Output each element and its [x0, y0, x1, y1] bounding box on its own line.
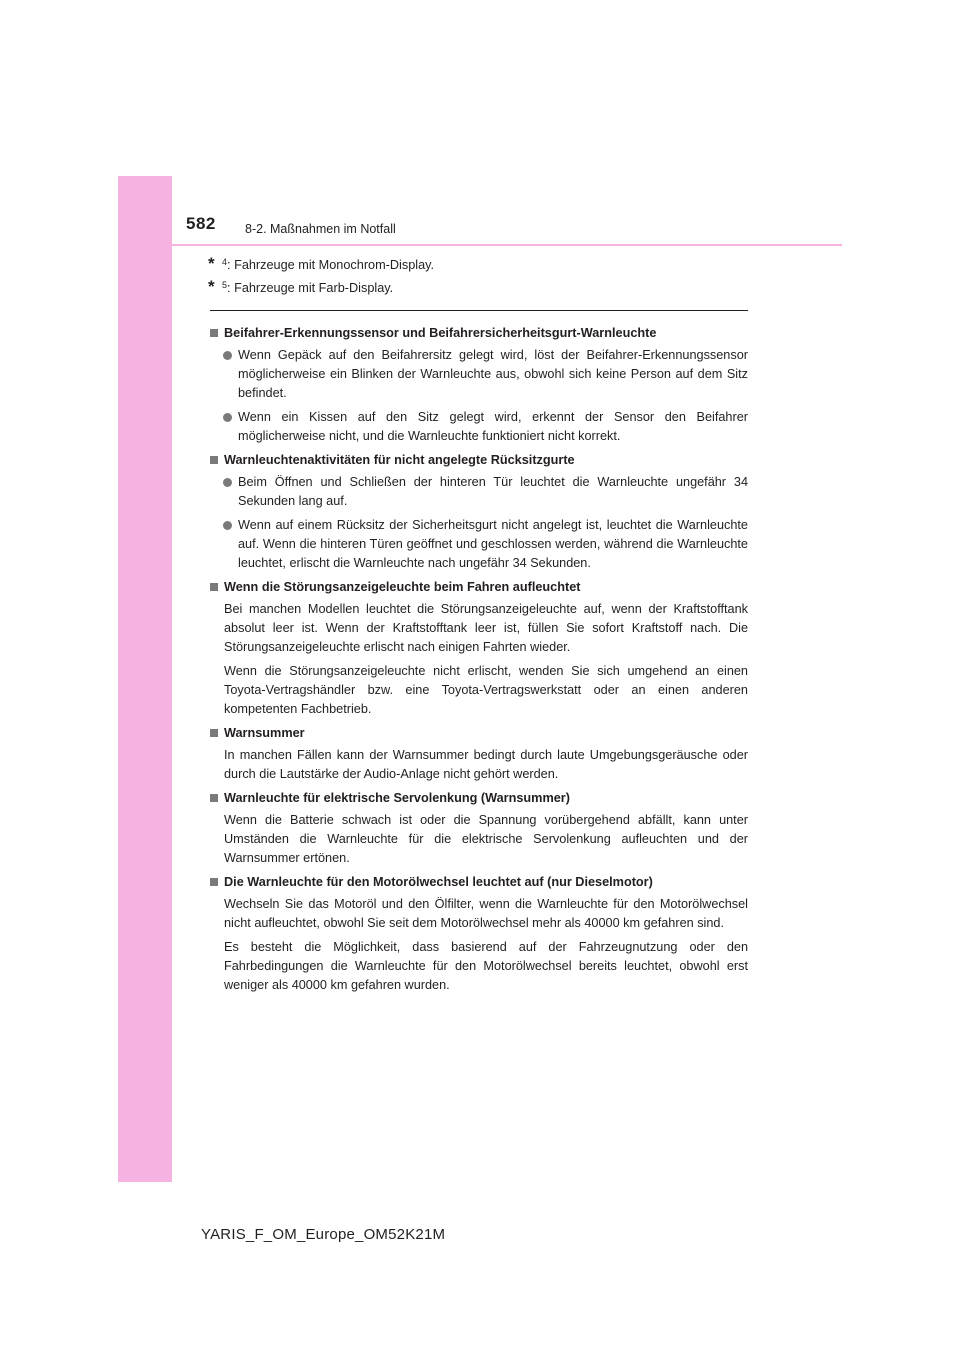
- square-bullet-icon: [210, 878, 218, 886]
- square-bullet-icon: [210, 329, 218, 337]
- asterisk-mark: *: [208, 277, 215, 296]
- square-bullet-icon: [210, 583, 218, 591]
- list-item-text: Beim Öffnen und Schließen der hinteren Tür leuchtet die Warnleuchte ungefähr 34 Sekunden lang auf.: [238, 475, 748, 508]
- circle-bullet-icon: [223, 413, 232, 422]
- paragraph: Wenn die Störungsanzeigeleuchte nicht erlischt, wenden Sie sich umgehend an einen Toyota-Vertragshändler bzw. eine Toyota-Vertragswerkstatt oder an einen anderen kompetenten Fachbetrieb.: [224, 664, 748, 716]
- section-heading: [210, 789, 748, 808]
- section-heading: [210, 724, 748, 743]
- footnote-number: 4: [222, 257, 228, 267]
- section-heading: [210, 451, 748, 470]
- heading-text: Die Warnleuchte für den Motorölwechsel leuchtet auf (nur Dieselmotor): [224, 875, 653, 889]
- header-rule: [172, 244, 842, 246]
- list-item-text: Wenn auf einem Rücksitz der Sicherheitsgurt nicht angelegt ist, leuchtet die Warnleuchte auf. Wenn die hinteren Türen geöffnet und geschlossen werden, während die Warnleuchte leuchtet, erlischt die Warnleuchte nach ungefähr 34 Sekunden.: [238, 518, 748, 570]
- heading-text: Beifahrer-Erkennungssensor und Beifahrersicherheitsgurt-Warnleuchte: [224, 326, 657, 340]
- paragraph: Wechseln Sie das Motoröl und den Ölfilter, wenn die Warnleuchte für den Motorölwechsel nicht aufleuchtet, obwohl Sie seit dem Motorölwechsel mehr als 40000 km gefahren sind.: [224, 897, 748, 930]
- section-heading: [210, 578, 748, 597]
- page-content: [210, 252, 748, 1000]
- page-number: 582: [186, 214, 216, 233]
- document-id: YARIS_F_OM_Europe_OM52K21M: [201, 1226, 446, 1243]
- paragraph: Bei manchen Modellen leuchtet die Störungsanzeigeleuchte auf, wenn der Kraftstofftank absolut leer ist. Wenn der Kraftstofftank leer ist, füllen Sie sofort Kraftstoff nach. Die Störungsanzeigeleuchte erlischt nach einigen Fahrten wieder.: [224, 602, 748, 654]
- circle-bullet-icon: [223, 478, 232, 487]
- footnote: [210, 279, 748, 298]
- list-item: [210, 473, 748, 511]
- footnote-text: : Fahrzeuge mit Monochrom-Display.: [227, 258, 435, 272]
- side-color-band: [118, 176, 172, 1182]
- divider: [210, 310, 748, 311]
- list-item-text: Wenn ein Kissen auf den Sitz gelegt wird, erkennt der Sensor den Beifahrer möglicherweise nicht, und die Warnleuchte funktioniert nicht korrekt.: [238, 410, 748, 443]
- paragraph: Wenn die Batterie schwach ist oder die Spannung vorübergehend abfällt, kann unter Umständen die Warnleuchte für die elektrische Servolenkung aufleuchten und der Warnsummer ertönen.: [224, 813, 748, 865]
- footnote-number: 5: [222, 280, 228, 290]
- heading-text: Wenn die Störungsanzeigeleuchte beim Fahren aufleuchtet: [224, 580, 581, 594]
- heading-text: Warnleuchte für elektrische Servolenkung (Warnsummer): [224, 791, 570, 805]
- section-title: 8-2. Maßnahmen im Notfall: [245, 222, 396, 236]
- heading-text: Warnleuchtenaktivitäten für nicht angelegte Rücksitzgurte: [224, 453, 575, 467]
- asterisk-mark: *: [208, 254, 215, 273]
- square-bullet-icon: [210, 794, 218, 802]
- section-heading: [210, 873, 748, 892]
- paragraph: Es besteht die Möglichkeit, dass basierend auf der Fahrzeugnutzung oder den Fahrbedingungen die Warnleuchte für den Motorölwechsel bereits leuchtet, obwohl erst weniger als 40000 km gefahren wurden.: [224, 940, 748, 992]
- footnote: [210, 256, 748, 275]
- list-item: [210, 408, 748, 446]
- section-heading: [210, 324, 748, 343]
- list-item: [210, 516, 748, 573]
- heading-text: Warnsummer: [224, 726, 305, 740]
- square-bullet-icon: [210, 456, 218, 464]
- footnote-text: : Fahrzeuge mit Farb-Display.: [227, 281, 394, 295]
- circle-bullet-icon: [223, 521, 232, 530]
- square-bullet-icon: [210, 729, 218, 737]
- circle-bullet-icon: [223, 351, 232, 360]
- list-item: [210, 346, 748, 403]
- list-item-text: Wenn Gepäck auf den Beifahrersitz gelegt wird, löst der Beifahrer-Erkennungssensor möglicherweise ein Blinken der Warnleuchte aus, obwohl sich keine Person auf dem Sitz befindet.: [238, 348, 748, 400]
- paragraph: In manchen Fällen kann der Warnsummer bedingt durch laute Umgebungsgeräusche oder durch die Lautstärke der Audio-Anlage nicht gehört werden.: [224, 748, 748, 781]
